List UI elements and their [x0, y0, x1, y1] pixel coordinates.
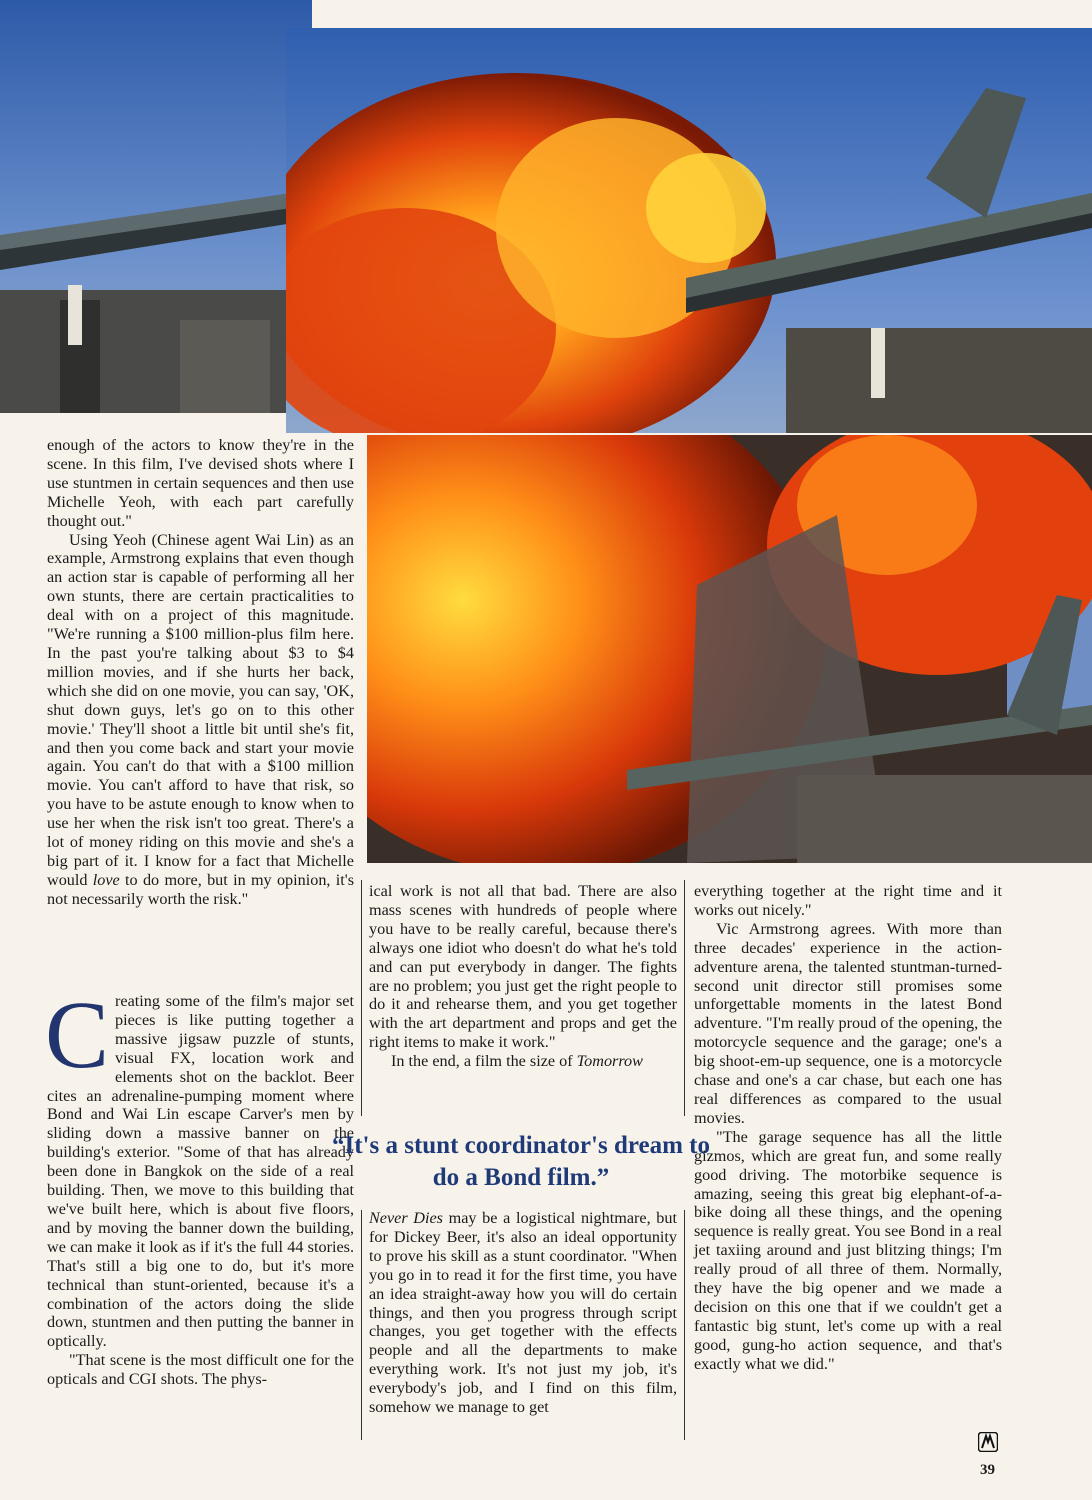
paragraph: "The garage sequence has all the little gizmos, which are great fun, and some really good driving. The motorbike sequence is amazing, seeing this great big elephant-of-a-bike doing all these things, and the opening sequence is really great. You see Bond in a real jet taxiing around and just blitzing things; I'm really proud of all three of them. Normally, they have the big opener and we made a decision on this one that if we couldn't get a fantastic big stunt, let's come up with a real good, gung-ho action sequence, and that's exactly what we did." — [694, 1127, 1002, 1373]
paragraph: ical work is not all that bad. There are also mass scenes with hundreds of people where you have to be really careful, because there's always one idiot who doesn't do what he's told and can put everybody in danger. The fights are no problem; you just get the right people to do it and rehearse them, and you get together with the art department and props and get the right items to make it work." — [369, 882, 677, 1052]
paragraph: Using Yeoh (Chinese agent Wai Lin) as an example, Armstrong explains that even though an action star is capable of performing all her own stunts, there are certain practicalities to deal with on a project of this magnitude. "We're running a $100 million-plus film here. In the past you're talking about $3 to $4 million movies, and if she hurts her back, which she did on one movie, you can say, 'OK, shut down guys, let's go on to this other movie.' They'll shoot a little bit until she's fit, and then you come back and start your movie again. You can't do that with a $100 million movie. You can't afford to have that risk, so you have to be astute enough to know when to use her when the risk isn't too great. There's a lot of money riding on this movie and she's a big part of it. I know for a fact that Michelle would love to do more, but in my opinion, it's not necessarily worth the risk." — [47, 530, 354, 908]
explosion-photo-bottom — [367, 435, 1092, 863]
paragraph: Creating some of the film's major set pieces is like putting together a massive jigsaw puzzle of stunts, visual FX, location work and elements shot on the backlot. Beer cites an adrenaline-pumping moment where Bond and Wai Lin escape Carver's men by sliding down a massive banner on the building's exterior. "Some of that has already been done in Bangkok on the side of a real building. Then, we move to this building that we've built here, which is about five floors, and by moving the banner down the building, we can make it look as if it's the full 44 stories. That's still a big one to do, but it's more technical than stunt-oriented, because it's a combination of the actors doing the slide down, stuntmen and then putting the banner in optically. — [45, 981, 354, 1351]
paragraph: "That scene is the most difficult one for the opticals and CGI shots. The phys- — [47, 1351, 354, 1389]
drop-cap: C — [45, 981, 110, 1088]
paragraph: everything together at the right time and it works out nicely." — [694, 882, 1002, 919]
column-rule — [361, 880, 362, 1116]
article-column-2 — [369, 882, 677, 1071]
paragraph: In the end, a film the size of Tomorrow — [391, 1052, 643, 1071]
column-rule — [684, 880, 685, 1116]
article-column-3 — [694, 882, 1002, 1374]
column-rule — [361, 1210, 362, 1440]
page-number: 39 — [980, 1462, 995, 1478]
helicopter-explosion-photo-icon — [367, 435, 1092, 863]
article-column-1-section-2 — [45, 981, 354, 1389]
magazine-logo-icon — [978, 1432, 998, 1452]
paragraph: enough of the actors to know they're in the scene. In this film, I've devised shots where I use stuntmen in certain sequences and then use Michelle Yeoh, with each part carefully thought out." — [47, 436, 354, 530]
pull-quote: “It's a stunt coordinator's dream to do a Bond film.” — [331, 1132, 710, 1191]
article-column-1 — [47, 436, 354, 909]
helicopter-explosion-photo-icon — [286, 28, 1092, 433]
explosion-photo-top-left — [0, 0, 312, 413]
paragraph: Vic Armstrong agrees. With more than three decades' experience in the action-adventure arena, the talented stuntman-turned-second unit director still promises some unforgettable moments in the latest Bond adventure. "I'm really proud of the opening, the motorcycle sequence and the garage; one's a big shoot-em-up sequence, one is a motorcycle chase and one's a car chase, but each one has real differences as compared to the usual movies. — [694, 919, 1002, 1127]
helicopter-explosion-photo-icon — [0, 0, 312, 413]
explosion-photo-top-right — [286, 28, 1092, 433]
paragraph: Never Dies may be a logistical nightmare, but for Dickey Beer, it's also an ideal opportunity to prove his skill as a stunt coordinator. "When you go in to read it for the first time, you have an idea straight-away how you will do certain things, and then you progress through script changes, you get together with the effects people and all the departments to make everything work. It's not just my job, it's everybody's job, and I find on this film, somehow we manage to get — [369, 1209, 677, 1417]
column-rule — [684, 1210, 685, 1440]
article-column-2-section-2 — [369, 1209, 677, 1417]
